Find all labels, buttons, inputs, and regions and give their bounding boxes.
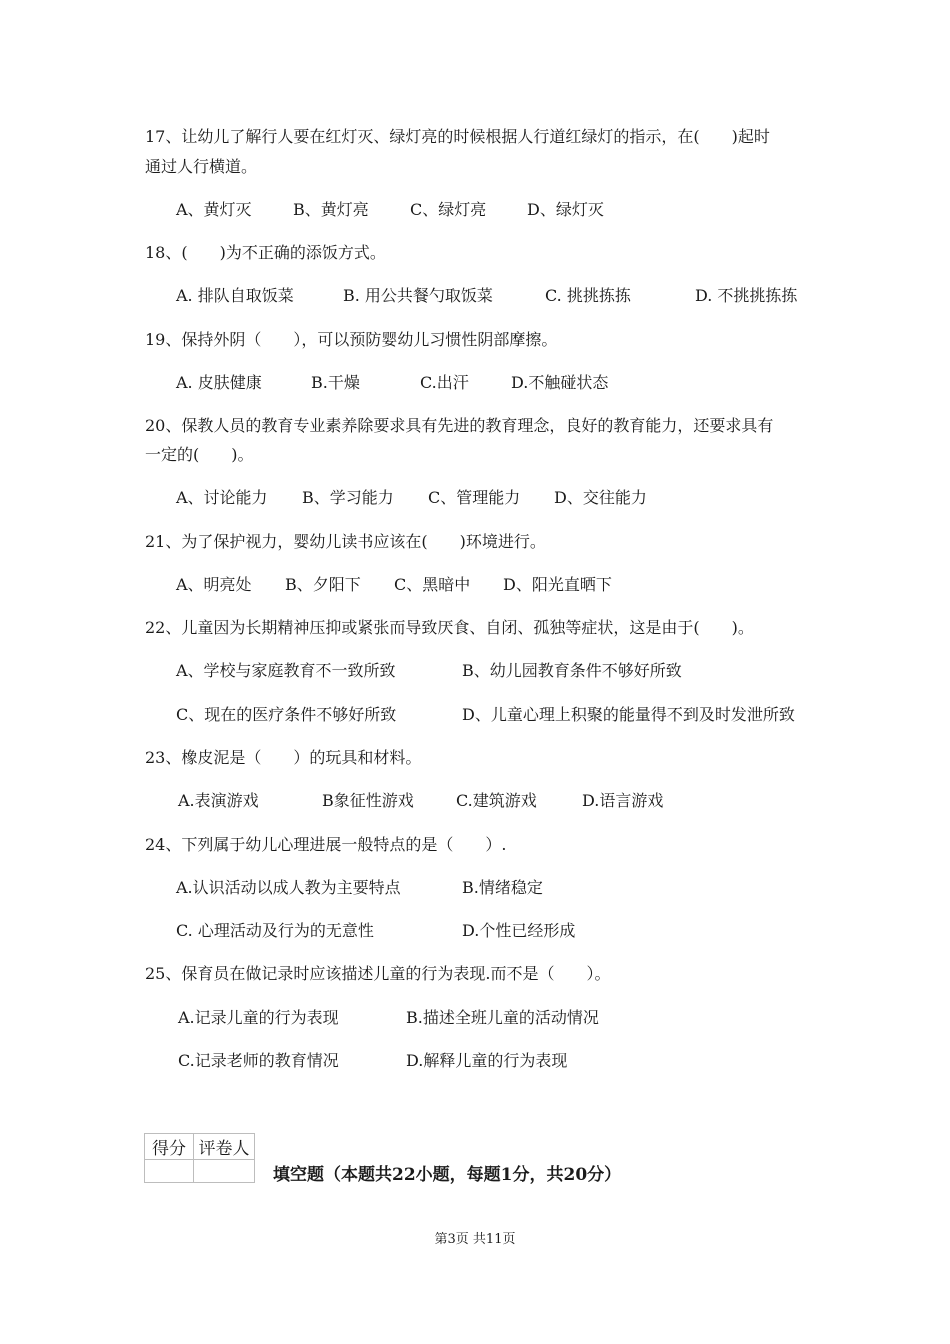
- question-17-option-a: A、黄灯灭: [176, 200, 252, 219]
- question-19-stem: 19、保持外阴（ ），可以预防婴幼儿习惯性阴部摩擦。: [145, 330, 558, 349]
- question-25-stem: 25、保育员在做记录时应该描述儿童的行为表现.而不是（ ）。: [145, 964, 611, 983]
- score-table: [144, 1133, 255, 1183]
- question-21-stem: 21、为了保护视力，婴幼儿读书应该在( )环境进行。: [145, 532, 546, 551]
- question-18-option-c: C. 挑挑拣拣: [545, 286, 631, 305]
- question-23-option-c: C.建筑游戏: [456, 791, 537, 810]
- question-17-option-b: B、黄灯亮: [293, 200, 369, 219]
- question-18-option-a: A. 排队自取饭菜: [176, 286, 294, 305]
- question-18-option-d: D. 不挑挑拣拣: [695, 286, 798, 305]
- question-25-option-b: B.描述全班儿童的活动情况: [406, 1008, 599, 1027]
- question-24-option-a: A.认识活动以成人教为主要特点: [176, 878, 401, 897]
- question-20-stem: 20、保教人员的教育专业素养除要求具有先进的教育理念，良好的教育能力，还要求具有: [145, 416, 774, 435]
- question-19-option-d: D.不触碰状态: [511, 373, 609, 392]
- score-header: 得分: [145, 1134, 194, 1160]
- question-17-stem-cont: 通过人行横道。: [145, 157, 258, 176]
- grader-header: 评卷人: [194, 1134, 255, 1160]
- question-20-option-d: D、交往能力: [554, 488, 647, 507]
- question-21-option-d: D、阳光直晒下: [503, 575, 612, 594]
- question-24-stem: 24、下列属于幼儿心理进展一般特点的是（ ）.: [145, 835, 507, 854]
- question-22-option-b: B、幼儿园教育条件不够好所致: [462, 661, 682, 680]
- question-21-option-a: A、明亮处: [176, 575, 252, 594]
- question-22-option-c: C、现在的医疗条件不够好所致: [176, 705, 397, 724]
- question-19-option-b: B.干燥: [311, 373, 360, 392]
- section-title: 填空题（本题共22小题，每题1分，共20分）: [273, 1165, 622, 1185]
- question-24-option-c: C. 心理活动及行为的无意性: [176, 921, 374, 940]
- question-20-option-b: B、学习能力: [302, 488, 394, 507]
- question-22-option-d: D、儿童心理上积聚的能量得不到及时发泄所致: [462, 705, 795, 724]
- question-19-option-c: C.出汗: [420, 373, 469, 392]
- page-footer: 第3页 共11页: [434, 1232, 516, 1247]
- question-17-option-c: C、绿灯亮: [410, 200, 487, 219]
- question-25-option-c: C.记录老师的教育情况: [178, 1051, 339, 1070]
- question-17-option-d: D、绿灯灭: [527, 200, 604, 219]
- question-23-option-a: A.表演游戏: [178, 791, 259, 810]
- question-18-option-b: B. 用公共餐勺取饭菜: [343, 286, 493, 305]
- question-23-stem: 23、橡皮泥是（ ）的玩具和材料。: [145, 748, 422, 767]
- question-23-option-d: D.语言游戏: [582, 791, 664, 810]
- question-21-option-c: C、黑暗中: [394, 575, 471, 594]
- question-25-option-a: A.记录儿童的行为表现: [178, 1008, 339, 1027]
- question-23-option-b: B象征性游戏: [322, 791, 414, 810]
- question-24-option-b: B.情绪稳定: [462, 878, 543, 897]
- grader-cell: [194, 1160, 255, 1183]
- question-18-stem: 18、( )为不正确的添饭方式。: [145, 243, 386, 262]
- question-25-option-d: D.解释儿童的行为表现: [406, 1051, 568, 1070]
- question-20-option-a: A、讨论能力: [176, 488, 268, 507]
- question-17-stem: 17、让幼儿了解行人要在红灯灭、绿灯亮的时候根据人行道红绿灯的指示，在( )起时: [145, 127, 770, 146]
- question-24-option-d: D.个性已经形成: [462, 921, 576, 940]
- question-20-option-c: C、管理能力: [428, 488, 521, 507]
- question-21-option-b: B、夕阳下: [285, 575, 361, 594]
- question-22-stem: 22、儿童因为长期精神压抑或紧张而导致厌食、自闭、孤独等症状，这是由于( )。: [145, 618, 754, 637]
- question-20-stem-cont: 一定的( )。: [145, 445, 254, 464]
- score-cell: [145, 1160, 194, 1183]
- question-19-option-a: A. 皮肤健康: [176, 373, 262, 392]
- question-22-option-a: A、学校与家庭教育不一致所致: [176, 661, 396, 680]
